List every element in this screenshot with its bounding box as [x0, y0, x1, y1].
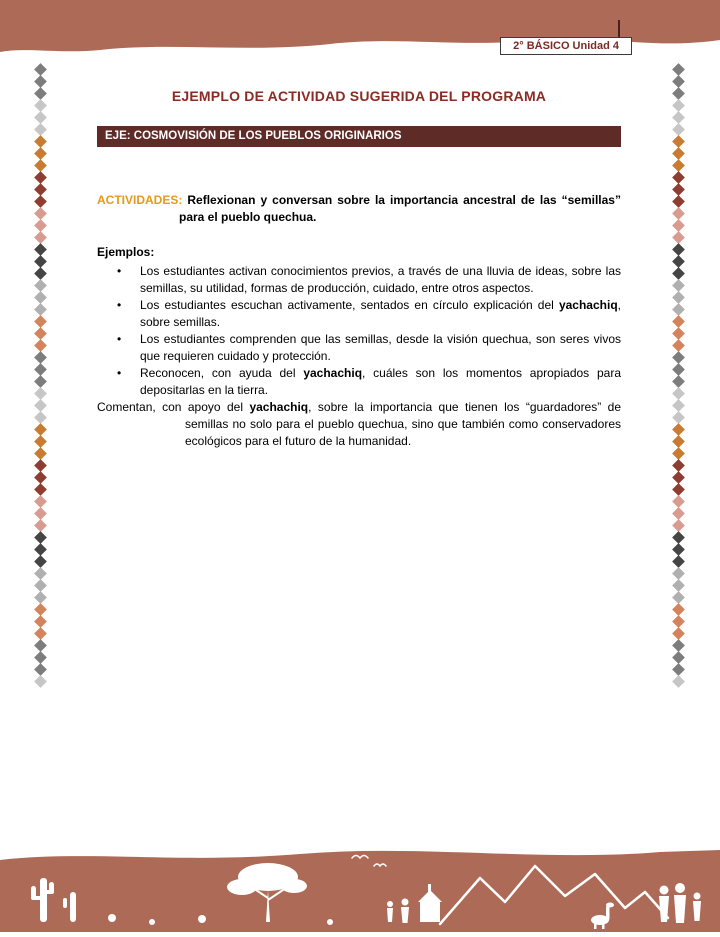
- eje-banner: [97, 126, 621, 147]
- unit-badge-label: 2° BÁSICO Unidad 4: [513, 40, 619, 52]
- list-item: [97, 297, 621, 331]
- examples-label: Ejemplos:: [97, 244, 155, 259]
- closing-bold: yachachiq: [249, 400, 309, 415]
- closing-text: , sobre la importancia que tienen los “guardadores” de semillas no solo para el pueblo quechua, sino que también como conservadores ecológicos para el futuro de la humanidad.: [185, 400, 621, 449]
- footer-band: [0, 844, 720, 932]
- eje-banner-label: EJE: COSMOVISIÓN DE LOS PUEBLOS ORIGINARIOS: [105, 130, 402, 142]
- bullet-text: , cuáles son los momentos apropiados para depositarlas en la tierra.: [140, 365, 621, 397]
- closing-text: Comentan, con apoyo del: [97, 400, 250, 415]
- bullet-text: Los estudiantes escuchan activamente, sentados en círculo explicación del: [140, 297, 559, 312]
- examples-list: [97, 263, 621, 399]
- content-area: [97, 88, 621, 450]
- badge-tick-mark: [618, 20, 620, 38]
- list-item: [97, 331, 621, 365]
- page-title: EJEMPLO DE ACTIVIDAD SUGERIDA DEL PROGRAMA: [171, 88, 547, 104]
- bullet-bold: yachachiq: [558, 297, 618, 312]
- footer-illustration: [0, 844, 720, 932]
- activities-label: ACTIVIDADES:: [97, 193, 183, 207]
- bullet-text: Los estudiantes activan conocimientos previos, a través de una lluvia de ideas, sobre las semillas, su utilidad, formas de producción, cuidado, entre otros aspectos.: [140, 263, 621, 295]
- andean-pattern-right: [668, 62, 688, 842]
- activities-paragraph: [97, 192, 621, 227]
- closing-paragraph: [97, 399, 621, 450]
- list-item: [97, 263, 621, 297]
- list-item: [97, 365, 621, 399]
- andean-pattern-left: [30, 62, 50, 842]
- bullet-text: Los estudiantes comprenden que las semillas, desde la visión quechua, son seres vivos que requieren cuidado y protección.: [140, 331, 621, 363]
- activities-text: Reflexionan y conversan sobre la importancia ancestral de las “semillas” para el pueblo quechua.: [179, 193, 621, 225]
- bullet-text: , sobre semillas.: [140, 297, 621, 329]
- unit-badge: [500, 37, 632, 55]
- bullet-bold: yachachiq: [303, 365, 363, 380]
- bullet-text: Reconocen, con ayuda del: [140, 365, 304, 380]
